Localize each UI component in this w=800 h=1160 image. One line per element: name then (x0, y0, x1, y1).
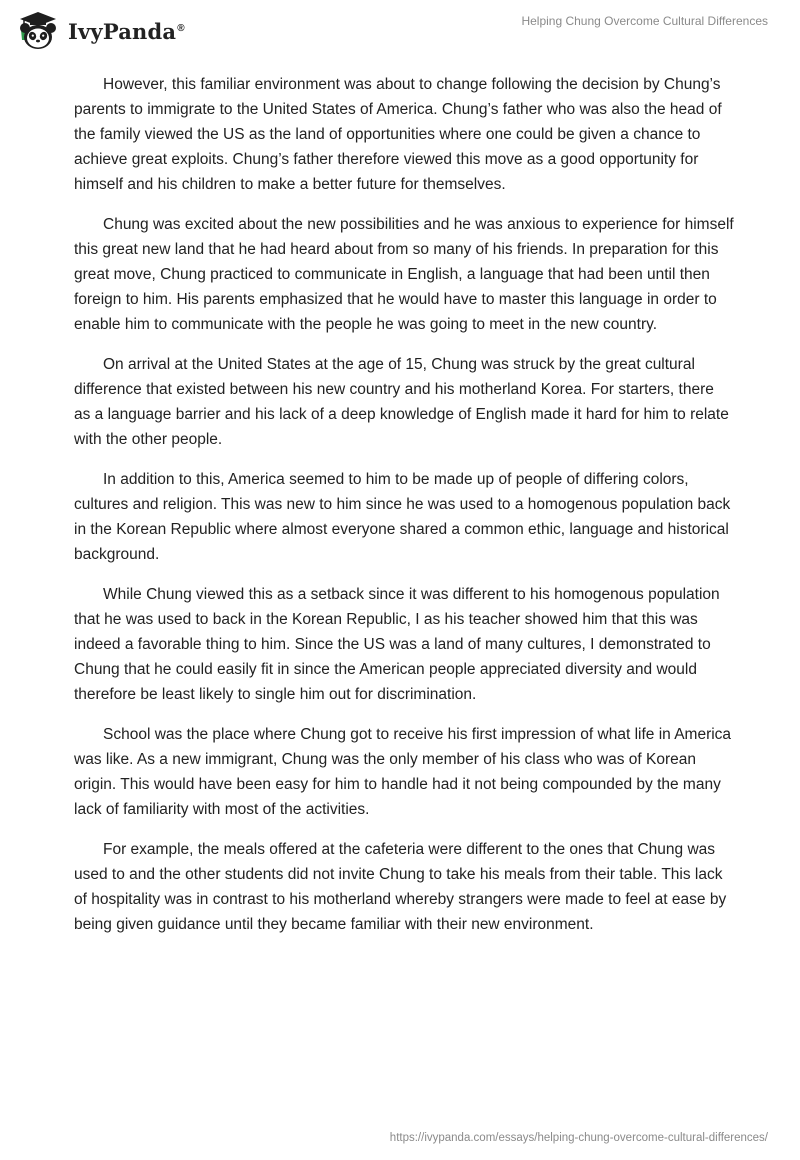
paragraph: For example, the meals offered at the cafeteria were different to the ones that Chung was used to and the other students did not invite Chung to take his meals from their table. This lack of hospitality was in contrast to his motherland whereby strangers were made to feel at ease by being given guidance until they became familiar with their new environment. (74, 841, 727, 933)
paragraph: School was the place where Chung got to receive his first impression of what life in America was like. As a new immigrant, Chung was the only member of his class who was of Korean origin. This would have been easy for him to handle had it not being compounded by the many lack of familiarity with most of the activities. (74, 726, 732, 818)
logo-text: IvyPanda® (68, 18, 185, 44)
page-header (0, 0, 800, 60)
essay-body (74, 72, 734, 952)
paragraph: On arrival at the United States at the age of 15, Chung was struck by the great cultural difference that existed between his new country and his motherland Korea. For starters, there as a language barrier and his lack of a deep knowledge of English made it hard for him to relate with the other people. (74, 356, 729, 448)
source-url[interactable]: https://ivypanda.com/essays/helping-chung-overcome-cultural-differences/ (389, 1132, 768, 1144)
paragraph: However, this familiar environment was about to change following the decision by Chung’s parents to immigrate to the United States of America. Chung’s father who was also the head of the family viewed the US as the land of opportunities where one could be given a chance to achieve great exploits. Chung’s father therefore viewed this move as a good opportunity for himself and his children to make a better future for themselves. (74, 76, 722, 193)
ivypanda-logo[interactable] (14, 10, 185, 52)
panda-graduate-icon (14, 10, 62, 52)
paragraph: Chung was excited about the new possibilities and he was anxious to experience for himself this great new land that he had heard about from so many of his friends. In preparation for this great move, Chung practiced to communicate in English, a language that had been until then foreign to him. His parents emphasized that he would have to master this language in order to enable him to communicate with the people he was going to meet in the new country. (74, 216, 734, 333)
document-title: Helping Chung Overcome Cultural Differences (521, 14, 768, 28)
paragraph: In addition to this, America seemed to him to be made up of people of differing colors, cultures and religion. This was new to him since he was used to a homogenous population back in the Korean Republic where almost everyone shared a common ethic, language and historical background. (74, 471, 731, 563)
paragraph: While Chung viewed this as a setback since it was different to his homogenous population that he was used to back in the Korean Republic, I as his teacher showed him that this was indeed a favorable thing to him. Since the US was a land of many cultures, I demonstrated to Chung that he could easily fit in since the American people appreciated diversity and would therefore be least likely to single him out for discrimination. (74, 586, 720, 703)
